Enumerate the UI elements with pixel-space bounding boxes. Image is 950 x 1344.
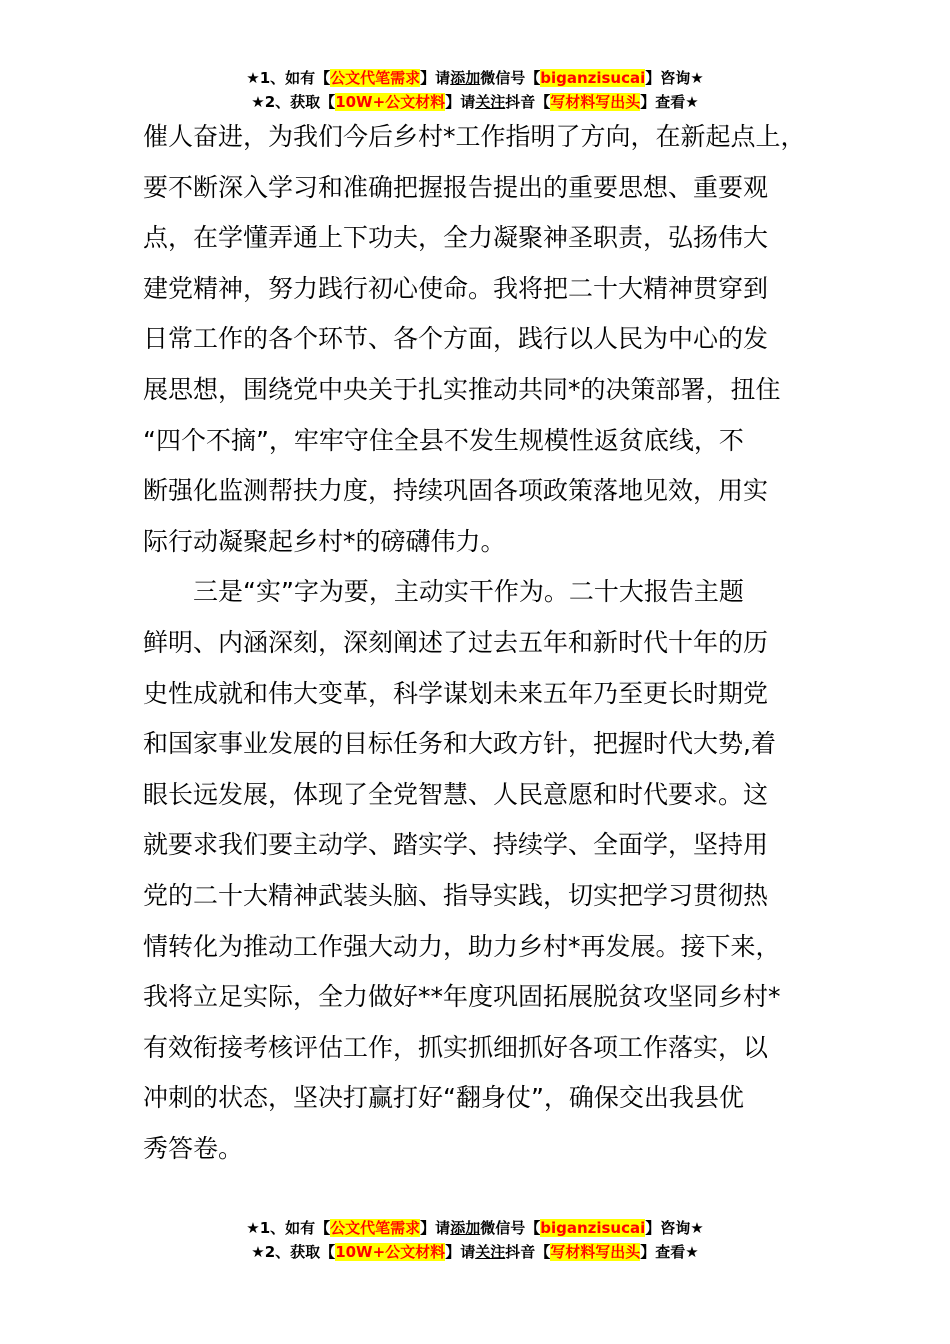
banner-emphasis: 关注 (475, 93, 506, 111)
banner-text: ★2、获取【 (251, 1243, 336, 1261)
body-line: 史性成就和伟大变革，科学谋划未来五年乃至更长时期党 (143, 678, 769, 708)
highlight-service: 公文代笔需求 (330, 1219, 421, 1237)
highlight-wechat-id: biganzisucai (540, 1219, 646, 1237)
highlight-wechat-id: biganzisucai (540, 69, 646, 87)
document-body (143, 112, 815, 1174)
body-line: 点，在学懂弄通上下功夫，全力凝聚神圣职责，弘扬伟大 (143, 223, 769, 253)
banner-text: 】咨询★ (645, 69, 704, 87)
footer-banner (0, 1216, 950, 1264)
highlight-service: 公文代笔需求 (330, 69, 421, 87)
banner-line-2 (0, 1240, 950, 1264)
highlight-douyin-account: 写材料写出头 (550, 93, 641, 111)
banner-emphasis: 添加 (450, 69, 481, 87)
highlight-materials: 10W+公文材料 (335, 1243, 446, 1261)
banner-line-1 (0, 66, 950, 90)
body-line: 展思想，围绕党中央关于扎实推动共同*的决策部署，扭住 (143, 374, 781, 404)
header-banner (0, 66, 950, 114)
banner-text: 】请 (445, 1243, 476, 1261)
body-line: 要不断深入学习和准确把握报告提出的重要思想、重要观 (143, 172, 769, 202)
banner-text: 】查看★ (640, 93, 699, 111)
body-line: 际行动凝聚起乡村*的磅礴伟力。 (143, 526, 506, 556)
body-line: “四个不摘”，牢牢守住全县不发生规模性返贫底线，不 (143, 425, 744, 455)
body-line: 秀答卷。 (143, 1133, 244, 1163)
banner-line-1 (0, 1216, 950, 1240)
paragraph-start-line: 三是“实”字为要，主动实干作为。二十大报告主题 (143, 577, 744, 607)
banner-text: 微信号【 (480, 1219, 541, 1237)
banner-emphasis: 添加 (450, 1219, 481, 1237)
body-line: 断强化监测帮扶力度，持续巩固各项政策落地见效，用实 (143, 476, 769, 506)
banner-text: 】请 (420, 69, 451, 87)
body-line: 和国家事业发展的目标任务和大政方针，把握时代大势,着 (143, 729, 776, 759)
body-line: 眼长远发展，体现了全党智慧、人民意愿和时代要求。这 (143, 779, 769, 809)
body-line: 催人奋进，为我们今后乡村*工作指明了方向，在新起点上， (143, 122, 806, 151)
body-line: 我将立足实际，全力做好**年度巩固拓展脱贫攻坚同乡村* (143, 982, 781, 1012)
highlight-materials: 10W+公文材料 (335, 93, 446, 111)
body-line: 有效衔接考核评估工作，抓实抓细抓好各项工作落实，以 (143, 1032, 769, 1062)
banner-text: 抖音【 (505, 1243, 551, 1261)
body-line: 就要求我们要主动学、踏实学、持续学、全面学，坚持用 (143, 830, 769, 860)
body-line: 冲刺的状态，坚决打赢打好“翻身仗”，确保交出我县优 (143, 1083, 744, 1113)
banner-emphasis: 关注 (475, 1243, 506, 1261)
banner-text: 】咨询★ (645, 1219, 704, 1237)
body-line: 党的二十大精神武装头脑、指导实践，切实把学习贯彻热 (143, 880, 769, 910)
body-line: 情转化为推动工作强大动力，助力乡村*再发展。接下来， (143, 931, 781, 961)
banner-line-2 (0, 90, 950, 114)
banner-text: ★1、如有【 (246, 1219, 331, 1237)
highlight-douyin-account: 写材料写出头 (550, 1243, 641, 1261)
body-line: 日常工作的各个环节、各个方面，践行以人民为中心的发 (143, 324, 769, 354)
banner-text: ★1、如有【 (246, 69, 331, 87)
body-line: 鲜明、内涵深刻，深刻阐述了过去五年和新时代十年的历 (143, 627, 769, 657)
body-line: 建党精神，努力践行初心使命。我将把二十大精神贯穿到 (143, 273, 769, 303)
banner-text: 抖音【 (505, 93, 551, 111)
banner-text: 微信号【 (480, 69, 541, 87)
banner-text: 】请 (420, 1219, 451, 1237)
banner-text: 】查看★ (640, 1243, 699, 1261)
banner-text: ★2、获取【 (251, 93, 336, 111)
banner-text: 】请 (445, 93, 476, 111)
